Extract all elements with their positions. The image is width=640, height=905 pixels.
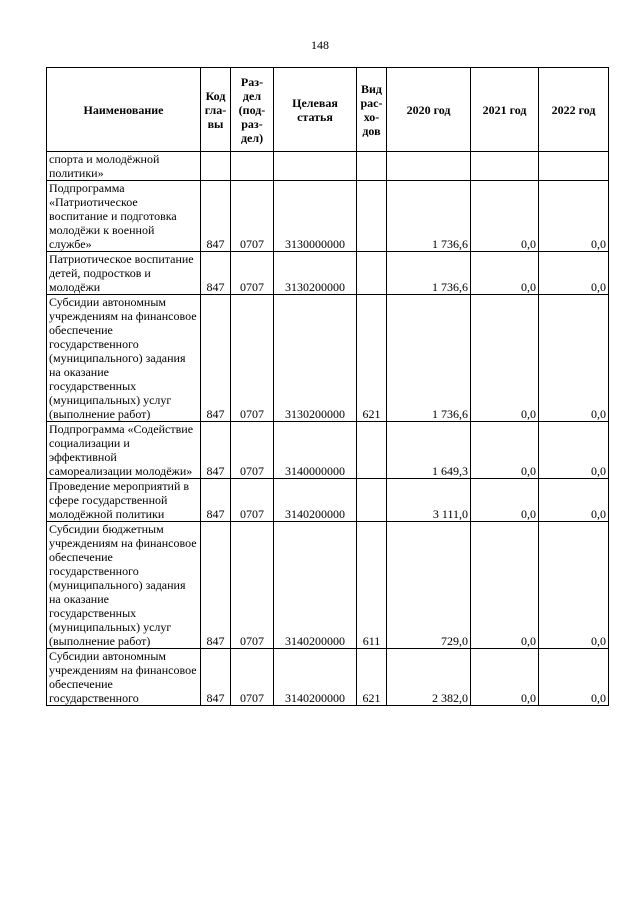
header-line: Наименование bbox=[83, 102, 164, 117]
header-line: Целевая bbox=[292, 95, 338, 110]
table-row bbox=[47, 422, 609, 479]
row-section: 0707 bbox=[231, 181, 274, 252]
row-code bbox=[201, 152, 231, 181]
row-name: Субсидии автономным учреждениям на финансовое обеспечение государственного bbox=[47, 649, 201, 706]
row-code: 847 bbox=[201, 252, 231, 295]
row-code: 847 bbox=[201, 181, 231, 252]
table-header-row bbox=[47, 68, 609, 152]
header-line: 2022 год bbox=[551, 102, 596, 117]
row-2022: 0,0 bbox=[539, 181, 609, 252]
row-type: 621 bbox=[357, 295, 387, 422]
header-section bbox=[231, 68, 274, 152]
row-2021: 0,0 bbox=[471, 522, 539, 649]
row-section: 0707 bbox=[231, 295, 274, 422]
row-type bbox=[357, 479, 387, 522]
table-row bbox=[47, 181, 609, 252]
row-code: 847 bbox=[201, 522, 231, 649]
row-type bbox=[357, 181, 387, 252]
header-line: Раз- bbox=[240, 74, 264, 89]
row-article: 3140200000 bbox=[274, 479, 357, 522]
row-type: 611 bbox=[357, 522, 387, 649]
row-2020: 1 736,6 bbox=[387, 252, 471, 295]
row-article: 3140200000 bbox=[274, 649, 357, 706]
row-code: 847 bbox=[201, 295, 231, 422]
row-section bbox=[231, 152, 274, 181]
row-2020: 1 736,6 bbox=[387, 295, 471, 422]
row-2022 bbox=[539, 152, 609, 181]
header-line: Вид bbox=[361, 81, 382, 96]
row-name: Подпрограмма «Патриотическое воспитание и подготовка молодёжи к военной службе» bbox=[47, 181, 201, 252]
row-section: 0707 bbox=[231, 252, 274, 295]
row-article: 3130000000 bbox=[274, 181, 357, 252]
row-name: Субсидии автономным учреждениям на финансовое обеспечение государственного (муниципального) задания на оказание государственных (муниципальных) услуг (выполнение работ) bbox=[47, 295, 201, 422]
row-name: Патриотическое воспитание детей, подростков и молодёжи bbox=[47, 252, 201, 295]
header-line: (под- bbox=[238, 102, 266, 117]
row-2022: 0,0 bbox=[539, 649, 609, 706]
row-2020: 1 649,3 bbox=[387, 422, 471, 479]
row-article: 3140200000 bbox=[274, 522, 357, 649]
row-name: Субсидии бюджетным учреждениям на финансовое обеспечение государственного (муниципального) задания на оказание государственных (муниципальных) услуг (выполнение работ) bbox=[47, 522, 201, 649]
row-2021: 0,0 bbox=[471, 649, 539, 706]
row-section: 0707 bbox=[231, 479, 274, 522]
row-article bbox=[274, 152, 357, 181]
row-type bbox=[357, 422, 387, 479]
table-row bbox=[47, 522, 609, 649]
row-2021: 0,0 bbox=[471, 181, 539, 252]
header-2021 bbox=[471, 68, 539, 152]
header-line: гла- bbox=[204, 102, 227, 117]
row-code: 847 bbox=[201, 479, 231, 522]
header-line: 2020 год bbox=[406, 102, 451, 117]
table-row bbox=[47, 252, 609, 295]
header-line: Код bbox=[205, 88, 226, 103]
row-2022: 0,0 bbox=[539, 295, 609, 422]
header-line: хо- bbox=[363, 109, 380, 124]
row-section: 0707 bbox=[231, 422, 274, 479]
row-type bbox=[357, 152, 387, 181]
row-name: Подпрограмма «Содействие социализации и эффективной самореализации молодёжи» bbox=[47, 422, 201, 479]
header-type bbox=[357, 68, 387, 152]
header-code bbox=[201, 68, 231, 152]
header-line: дел bbox=[242, 88, 262, 103]
page-number: 148 bbox=[311, 38, 329, 52]
header-2020 bbox=[387, 68, 471, 152]
header-line: 2021 год bbox=[482, 102, 527, 117]
row-2021 bbox=[471, 152, 539, 181]
row-2020: 3 111,0 bbox=[387, 479, 471, 522]
header-name bbox=[47, 68, 201, 152]
header-line: статья bbox=[297, 109, 333, 124]
row-2020: 2 382,0 bbox=[387, 649, 471, 706]
row-section: 0707 bbox=[231, 649, 274, 706]
row-2020: 729,0 bbox=[387, 522, 471, 649]
row-name: Проведение мероприятий в сфере государственной молодёжной политики bbox=[47, 479, 201, 522]
row-2021: 0,0 bbox=[471, 295, 539, 422]
header-line: дов bbox=[362, 123, 381, 138]
row-type bbox=[357, 252, 387, 295]
row-2022: 0,0 bbox=[539, 522, 609, 649]
row-2021: 0,0 bbox=[471, 422, 539, 479]
row-2020 bbox=[387, 152, 471, 181]
row-section: 0707 bbox=[231, 522, 274, 649]
table-row bbox=[47, 152, 609, 181]
row-2020: 1 736,6 bbox=[387, 181, 471, 252]
row-2022: 0,0 bbox=[539, 479, 609, 522]
row-2021: 0,0 bbox=[471, 252, 539, 295]
table-row bbox=[47, 649, 609, 706]
header-line: дел) bbox=[240, 130, 264, 145]
header-line: вы bbox=[207, 116, 224, 131]
header-2022 bbox=[539, 68, 609, 152]
row-2022: 0,0 bbox=[539, 422, 609, 479]
row-article: 3130200000 bbox=[274, 295, 357, 422]
row-2021: 0,0 bbox=[471, 479, 539, 522]
row-article: 3140000000 bbox=[274, 422, 357, 479]
row-name: спорта и молодёжной политики» bbox=[47, 152, 201, 181]
row-2022: 0,0 bbox=[539, 252, 609, 295]
header-article bbox=[274, 68, 357, 152]
header-line: рас- bbox=[360, 95, 383, 110]
row-article: 3130200000 bbox=[274, 252, 357, 295]
row-type: 621 bbox=[357, 649, 387, 706]
row-code: 847 bbox=[201, 422, 231, 479]
row-code: 847 bbox=[201, 649, 231, 706]
budget-table bbox=[46, 67, 609, 706]
table-row bbox=[47, 479, 609, 522]
table-row bbox=[47, 295, 609, 422]
header-line: раз- bbox=[241, 116, 263, 131]
